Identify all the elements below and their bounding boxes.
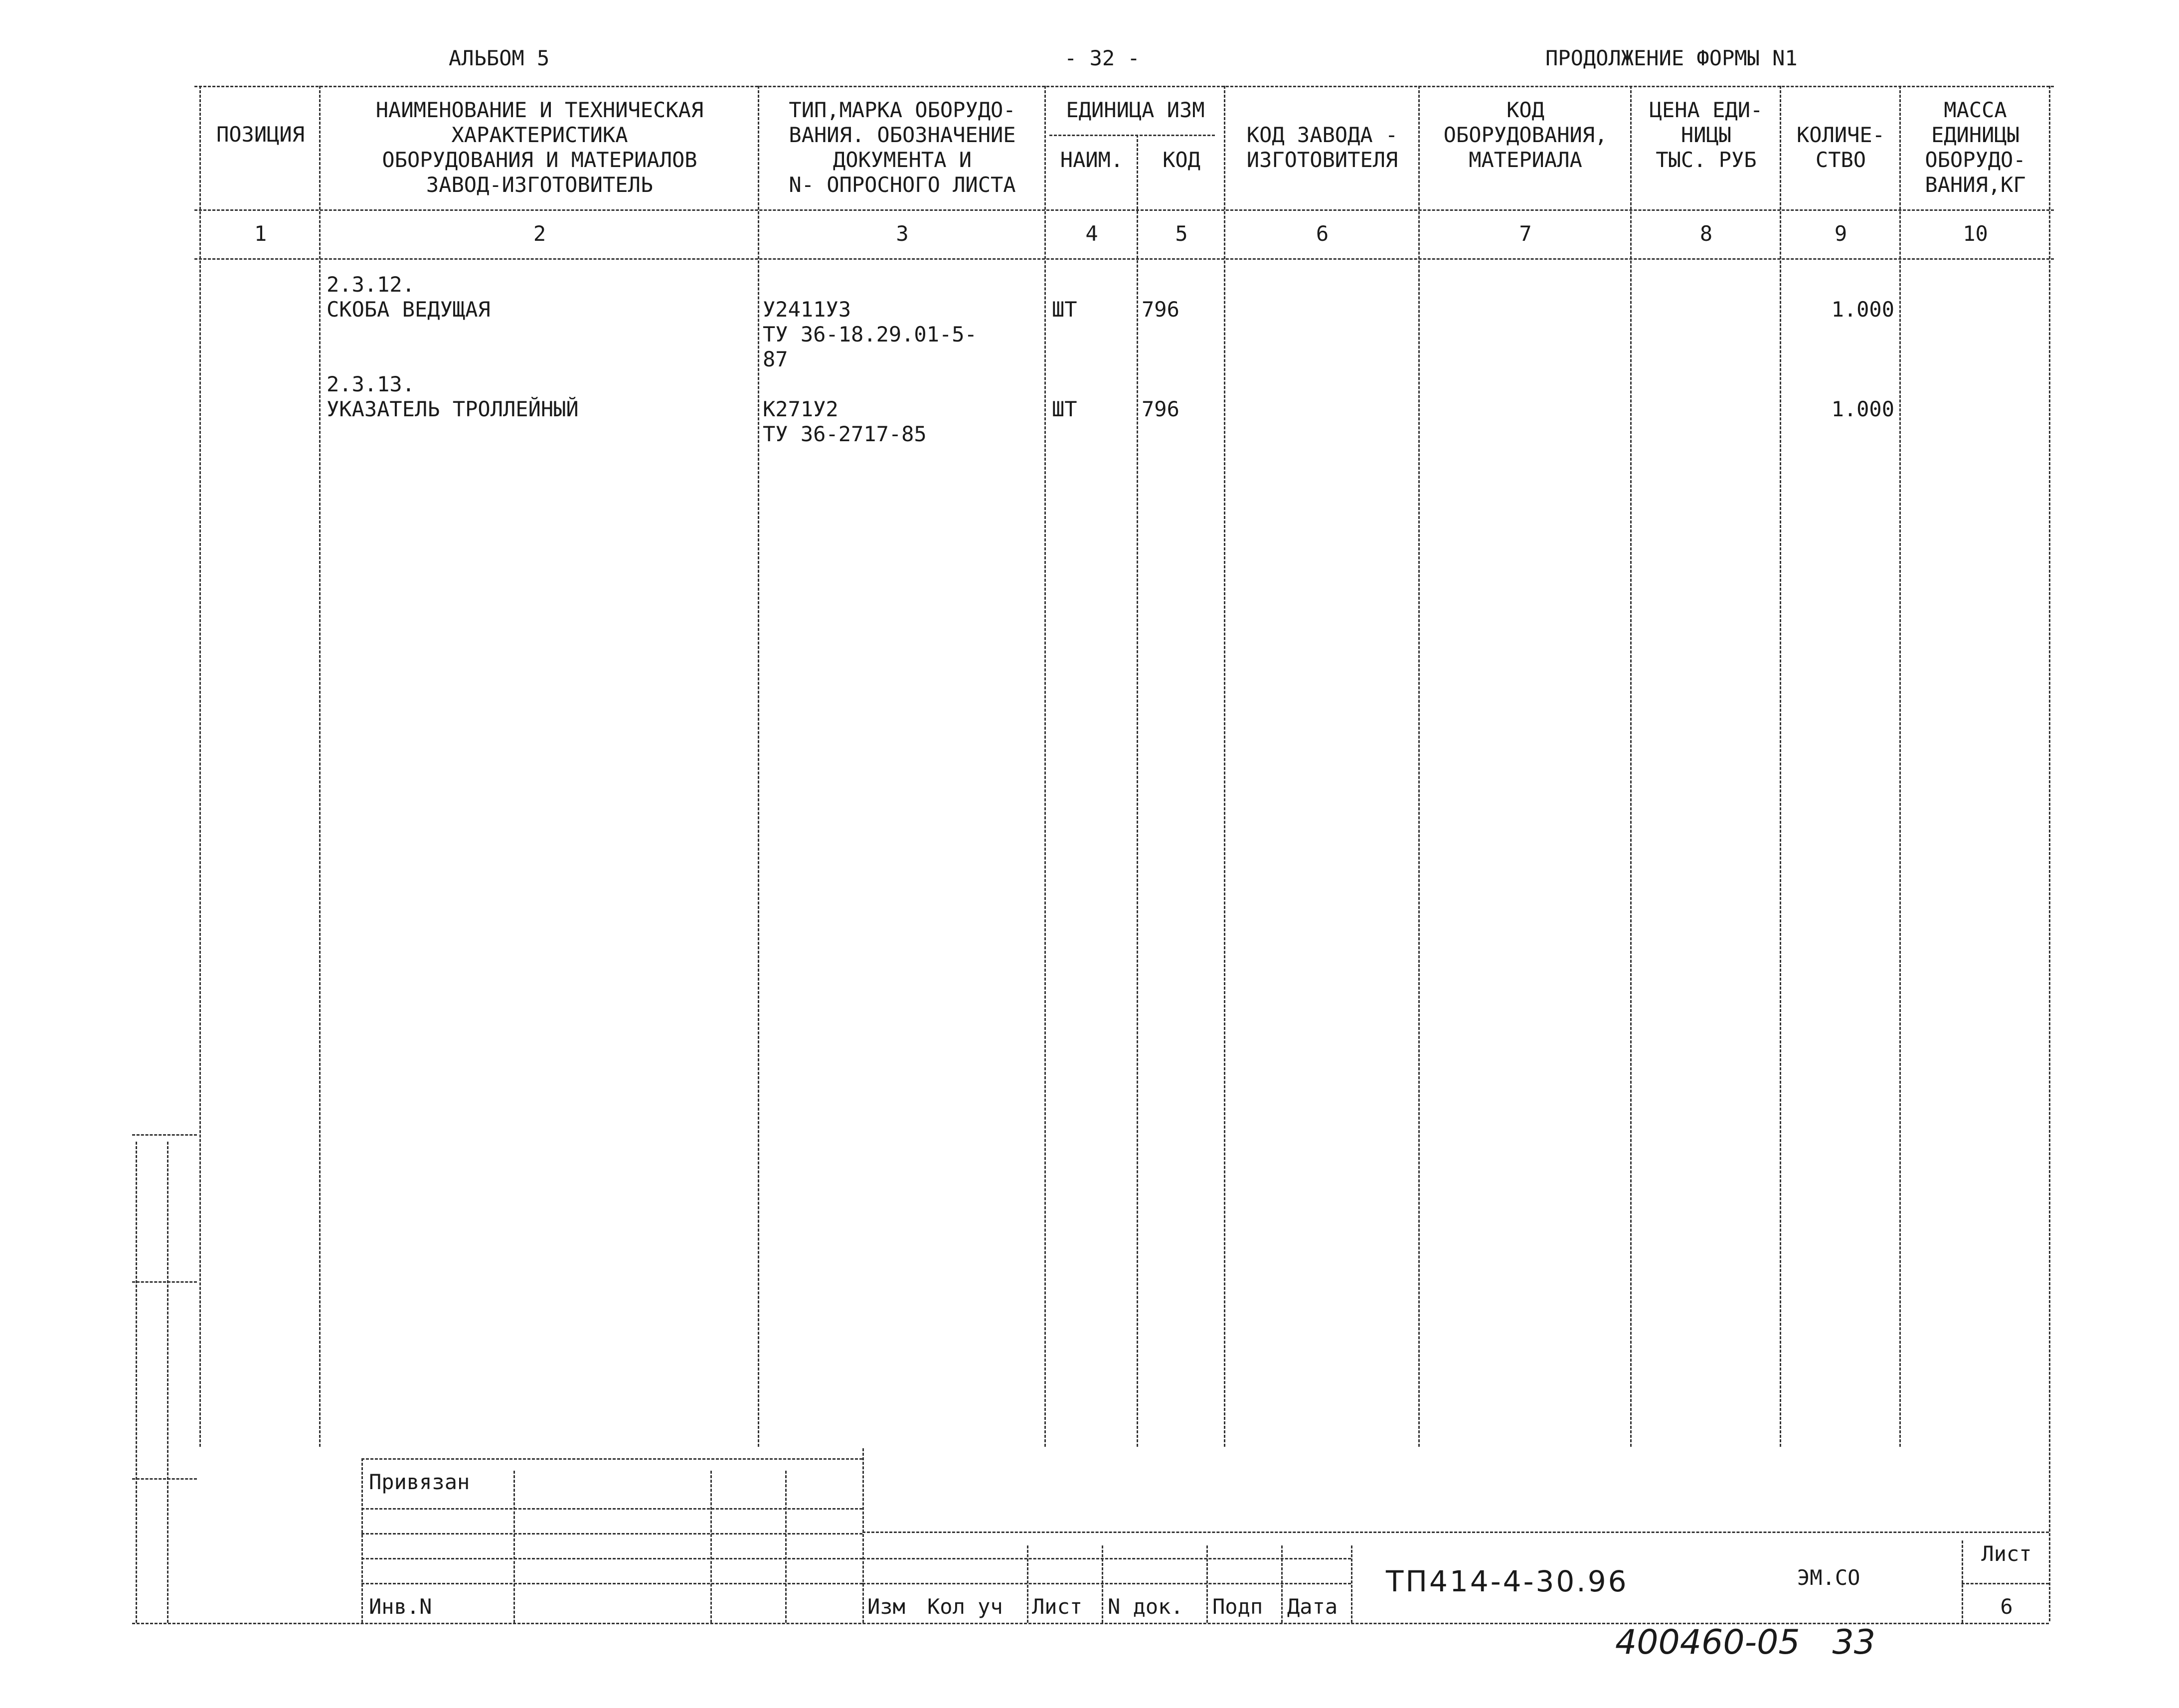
row-unit: ШТ (1052, 397, 1077, 421)
col-header-unit: ЕДИНИЦА ИЗМ (1066, 98, 1205, 122)
vline-1 (319, 86, 321, 1447)
document-code: ТП414-4-30.96 (1386, 1564, 1629, 1598)
podp-label: Подп (1212, 1594, 1263, 1619)
album-label: АЛЬБОМ 5 (449, 46, 550, 70)
rule-numbers-bottom (194, 258, 2054, 260)
row-type: У2411У3 (763, 297, 851, 322)
kol-uch-label: Кол уч (927, 1594, 1003, 1619)
rule-unit-split (1049, 135, 1215, 136)
page-number: - 32 - (1064, 46, 1140, 70)
vline-3 (1044, 86, 1046, 1447)
row-type: К271У2 (763, 397, 838, 421)
row-name: УКАЗАТЕЛЬ ТРОЛЛЕЙНЫЙ (327, 397, 579, 421)
vline-2 (758, 86, 759, 1447)
list-label: Лист (1032, 1594, 1083, 1619)
row-unit-code: 796 (1142, 297, 1179, 322)
row-name: СКОБА ВЕДУЩАЯ (327, 297, 491, 322)
vline-8 (1780, 86, 1781, 1447)
n-dok-label: N док. (1108, 1594, 1183, 1619)
handwritten-archive-number: 400460-05 33 (1615, 1623, 1876, 1662)
row-type-doc-cont: 87 (763, 347, 788, 371)
sheet-label: Лист (1981, 1541, 2032, 1566)
privyazan-label: Привязан (369, 1470, 470, 1494)
section-code: ЭМ.СО (1797, 1565, 1860, 1590)
row-position: 2.3.13. (327, 372, 415, 396)
vline-7 (1630, 86, 1632, 1447)
vline-4 (1137, 135, 1138, 1447)
sheet-number: 6 (2000, 1594, 2013, 1619)
col-header-unit-name: НАИМ. (1060, 148, 1124, 172)
row-type-doc: ТУ 36-2717-85 (763, 422, 927, 446)
row-position: 2.3.12. (327, 272, 415, 297)
inv-label: Инв.N (369, 1594, 432, 1619)
rule-top (194, 86, 2054, 87)
continuation-label: ПРОДОЛЖЕНИЕ ФОРМЫ N1 (1545, 46, 1798, 70)
rule-header-bottom (194, 209, 2054, 211)
row-unit: ШТ (1052, 297, 1077, 322)
row-quantity: 1.000 (1831, 297, 1894, 322)
row-quantity: 1.000 (1831, 397, 1894, 421)
vline-6 (1418, 86, 1420, 1447)
col-header-unit-code: КОД (1163, 148, 1200, 172)
col-header-position: ПОЗИЦИЯ (216, 122, 305, 147)
vline-0 (199, 86, 201, 1447)
row-type-doc: ТУ 36-18.29.01-5- (763, 322, 977, 346)
row-unit-code: 796 (1142, 397, 1179, 421)
data-label: Дата (1287, 1594, 1338, 1619)
izm-label: Изм (867, 1594, 905, 1619)
vline-5 (1224, 86, 1225, 1447)
vline-10 (2049, 86, 2050, 1621)
vline-9 (1899, 86, 1901, 1447)
